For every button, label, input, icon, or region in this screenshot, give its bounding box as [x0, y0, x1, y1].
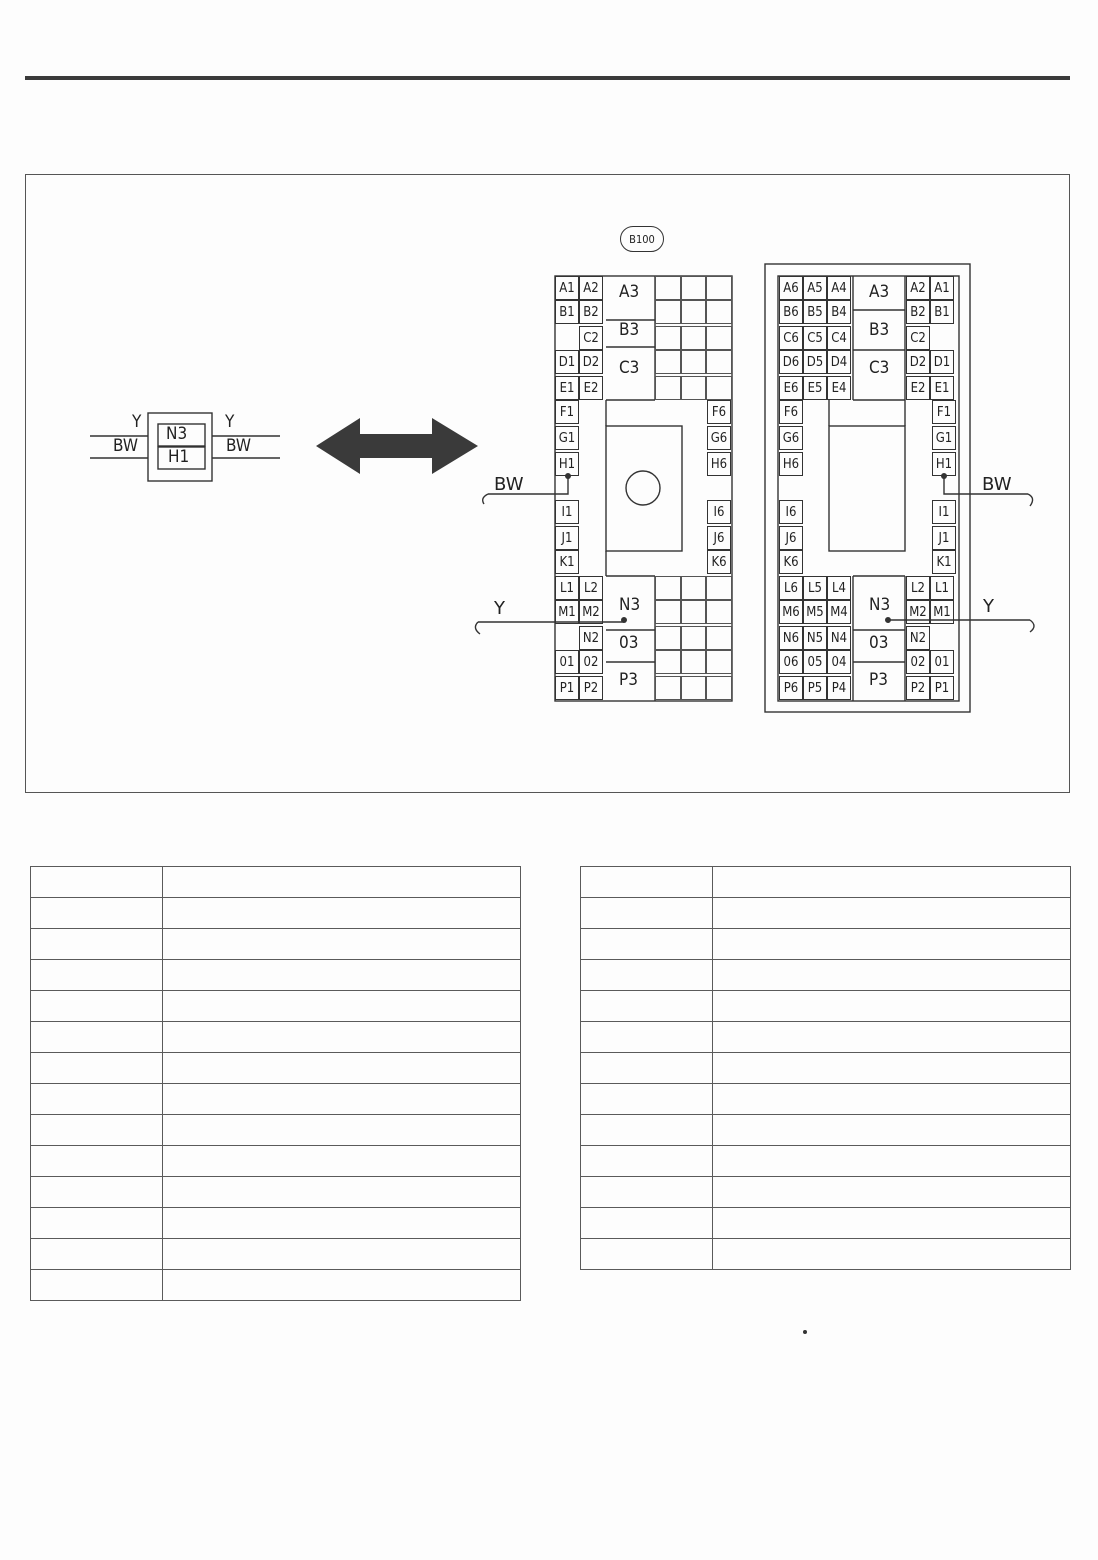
- block-label: A3: [869, 282, 890, 302]
- blank-cavity: [681, 576, 707, 600]
- description-cell: [163, 1270, 521, 1301]
- pin-cell-c5: C5: [803, 326, 827, 350]
- blank-cavity: [706, 350, 732, 374]
- pin-cell-j1: J1: [555, 526, 579, 550]
- pin-cell-e2: E2: [906, 376, 930, 400]
- pin-cell-01: 01: [555, 650, 579, 674]
- pin-cell-l1: L1: [930, 576, 954, 600]
- pin-cell-l5: L5: [803, 576, 827, 600]
- pin-cell-b2: B2: [579, 300, 603, 324]
- pin-cell-e4: E4: [827, 376, 851, 400]
- description-cell: [163, 1084, 521, 1115]
- terminal-cell: [31, 1270, 163, 1301]
- pin-cell-m4: M4: [827, 600, 851, 624]
- pin-cell-d1: D1: [930, 350, 954, 374]
- blank-cavity: [706, 300, 732, 324]
- description-cell: [163, 929, 521, 960]
- pin-cell-m2: M2: [579, 600, 603, 624]
- blank-cavity: [655, 576, 681, 600]
- table-row: [581, 1146, 1071, 1177]
- description-cell: [163, 1239, 521, 1270]
- table-row: [581, 1084, 1071, 1115]
- terminal-cell: [581, 1084, 713, 1115]
- blank-cavity: [706, 276, 732, 300]
- blank-cavity: [706, 576, 732, 600]
- blank-cavity: [706, 600, 732, 624]
- blank-cavity: [655, 326, 681, 350]
- pin-cell-b4: B4: [827, 300, 851, 324]
- blank-cavity: [681, 276, 707, 300]
- pin-cell-i6: I6: [779, 500, 803, 524]
- description-cell: [713, 1053, 1071, 1084]
- terminal-cell: [31, 991, 163, 1022]
- pin-cell-c6: C6: [779, 326, 803, 350]
- pin-cell-l2: L2: [579, 576, 603, 600]
- pin-cell-02: 02: [579, 650, 603, 674]
- table-header-description: [713, 867, 1071, 898]
- table-row: [31, 1177, 521, 1208]
- description-cell: [713, 960, 1071, 991]
- description-cell: [163, 991, 521, 1022]
- pin-cell-a6: A6: [779, 276, 803, 300]
- pin-cell-m6: M6: [779, 600, 803, 624]
- blank-cavity: [655, 626, 681, 650]
- description-cell: [713, 1022, 1071, 1053]
- terminal-cell: [581, 1022, 713, 1053]
- terminal-cell: [581, 991, 713, 1022]
- pin-cell-a2: A2: [579, 276, 603, 300]
- pin-cell-l1: L1: [555, 576, 579, 600]
- wire-label-y-right: Y: [983, 596, 994, 617]
- pin-cell-p2: P2: [906, 676, 930, 700]
- pin-cell-05: 05: [803, 650, 827, 674]
- block-label: B3: [869, 320, 890, 340]
- description-cell: [713, 1084, 1071, 1115]
- wire-label-bw-left: BW: [494, 474, 524, 495]
- blank-cavity: [706, 626, 732, 650]
- table-row: [31, 991, 521, 1022]
- description-cell: [713, 929, 1071, 960]
- blank-cavity: [681, 376, 707, 400]
- table-row: [31, 1270, 521, 1301]
- pin-cell-d1: D1: [555, 350, 579, 374]
- pin-cell-i1: I1: [932, 500, 956, 524]
- schematic-wire-color-top-right: Y: [225, 412, 235, 432]
- pin-cell-e2: E2: [579, 376, 603, 400]
- block-label: 03: [619, 633, 639, 653]
- pin-cell-d5: D5: [803, 350, 827, 374]
- pin-cell-h6: H6: [707, 452, 731, 476]
- blank-cavity: [681, 326, 707, 350]
- description-cell: [163, 960, 521, 991]
- table-header-row: [31, 867, 521, 898]
- pin-cell-01: 01: [930, 650, 954, 674]
- blank-cavity: [706, 650, 732, 674]
- table-header-description: [163, 867, 521, 898]
- table-row: [581, 1022, 1071, 1053]
- blank-cavity: [655, 600, 681, 624]
- schematic-wire-color-top-left: Y: [132, 412, 142, 432]
- block-label: N3: [619, 595, 641, 615]
- pin-cell-b1: B1: [930, 300, 954, 324]
- block-label: P3: [619, 670, 638, 690]
- terminal-cell: [31, 1146, 163, 1177]
- block-label: C3: [619, 358, 640, 378]
- right-connector-center-recess: [829, 426, 905, 551]
- pin-cell-06: 06: [779, 650, 803, 674]
- schematic-wire-color-bottom-right: BW: [226, 436, 252, 456]
- pin-cell-c2: C2: [906, 326, 930, 350]
- blank-cavity: [706, 676, 732, 700]
- pin-cell-n6: N6: [779, 626, 803, 650]
- description-cell: [163, 1022, 521, 1053]
- blank-cavity: [655, 376, 681, 400]
- table-header-terminal: [581, 867, 713, 898]
- blank-cavity: [681, 676, 707, 700]
- terminal-cell: [31, 929, 163, 960]
- description-cell: [713, 1115, 1071, 1146]
- terminal-cell: [581, 898, 713, 929]
- pin-cell-a2: A2: [906, 276, 930, 300]
- table-row: [581, 1177, 1071, 1208]
- pin-cell-n2: N2: [579, 626, 603, 650]
- terminal-cell: [581, 1208, 713, 1239]
- pin-cell-l2: L2: [906, 576, 930, 600]
- terminal-cell: [31, 1084, 163, 1115]
- table-row: [31, 1146, 521, 1177]
- table-row: [581, 960, 1071, 991]
- terminal-cell: [581, 1146, 713, 1177]
- description-cell: [713, 1146, 1071, 1177]
- pin-cell-c4: C4: [827, 326, 851, 350]
- table-header-row: [581, 867, 1071, 898]
- pin-cell-a5: A5: [803, 276, 827, 300]
- terminal-cell: [31, 960, 163, 991]
- table-row: [581, 1208, 1071, 1239]
- terminal-cell: [31, 1115, 163, 1146]
- terminal-cell: [581, 929, 713, 960]
- table-header-terminal: [31, 867, 163, 898]
- block-label: B3: [619, 320, 640, 340]
- table-row: [31, 960, 521, 991]
- table-row: [581, 1053, 1071, 1084]
- pin-cell-n5: N5: [803, 626, 827, 650]
- pin-cell-g6: G6: [779, 426, 803, 450]
- pin-cell-e1: E1: [555, 376, 579, 400]
- terminal-cell: [31, 1022, 163, 1053]
- pin-cell-h6: H6: [779, 452, 803, 476]
- description-cell: [163, 1177, 521, 1208]
- pin-cell-j6: J6: [779, 526, 803, 550]
- description-cell: [713, 1208, 1071, 1239]
- terminal-cell: [581, 1239, 713, 1270]
- pin-cell-p2: P2: [579, 676, 603, 700]
- pin-cell-b6: B6: [779, 300, 803, 324]
- left-connector-center-hole: [626, 471, 660, 505]
- pin-cell-k6: K6: [707, 550, 731, 574]
- double-headed-arrow-icon: [316, 418, 478, 474]
- pin-cell-f1: F1: [555, 400, 579, 424]
- left-connector-center-recess: [606, 426, 682, 551]
- pin-cell-h1: H1: [932, 452, 956, 476]
- pin-cell-c2: C2: [579, 326, 603, 350]
- pin-cell-l6: L6: [779, 576, 803, 600]
- pin-cell-02: 02: [906, 650, 930, 674]
- terminal-cell: [31, 1208, 163, 1239]
- wire-label-bw-right: BW: [982, 474, 1012, 495]
- pin-cell-i6: I6: [707, 500, 731, 524]
- table-row: [581, 1115, 1071, 1146]
- pin-cell-h1: H1: [555, 452, 579, 476]
- pin-cell-m2: M2: [906, 600, 930, 624]
- pin-cell-k1: K1: [555, 550, 579, 574]
- pin-cell-p5: P5: [803, 676, 827, 700]
- pin-cell-p1: P1: [555, 676, 579, 700]
- terminal-cell: [31, 898, 163, 929]
- pin-cell-j6: J6: [707, 526, 731, 550]
- pin-cell-a1: A1: [555, 276, 579, 300]
- blank-cavity: [681, 650, 707, 674]
- pin-table-left: [30, 866, 521, 1301]
- pin-cell-g6: G6: [707, 426, 731, 450]
- blank-cavity: [681, 600, 707, 624]
- blank-cavity: [706, 376, 732, 400]
- description-cell: [163, 1208, 521, 1239]
- pin-cell-n2: N2: [906, 626, 930, 650]
- pin-cell-f6: F6: [707, 400, 731, 424]
- table-row: [31, 1022, 521, 1053]
- pin-cell-f1: F1: [932, 400, 956, 424]
- page-mark: [803, 1330, 807, 1334]
- pin-cell-i1: I1: [555, 500, 579, 524]
- table-row: [31, 1115, 521, 1146]
- pin-cell-l4: L4: [827, 576, 851, 600]
- pin-cell-e6: E6: [779, 376, 803, 400]
- description-cell: [163, 1146, 521, 1177]
- block-label: C3: [869, 358, 890, 378]
- pin-cell-d2: D2: [906, 350, 930, 374]
- pin-cell-e1: E1: [930, 376, 954, 400]
- terminal-cell: [581, 1177, 713, 1208]
- pin-table-right: [580, 866, 1071, 1270]
- table-row: [31, 1208, 521, 1239]
- table-row: [31, 898, 521, 929]
- pin-cell-j1: J1: [932, 526, 956, 550]
- pin-cell-b1: B1: [555, 300, 579, 324]
- blank-cavity: [655, 676, 681, 700]
- description-cell: [713, 991, 1071, 1022]
- pin-cell-b5: B5: [803, 300, 827, 324]
- pin-cell-a4: A4: [827, 276, 851, 300]
- blank-cavity: [706, 326, 732, 350]
- blank-cavity: [655, 300, 681, 324]
- table-row: [31, 1084, 521, 1115]
- pin-cell-d6: D6: [779, 350, 803, 374]
- block-label: 03: [869, 633, 889, 653]
- blank-cavity: [655, 650, 681, 674]
- pin-cell-g1: G1: [555, 426, 579, 450]
- pin-cell-g1: G1: [932, 426, 956, 450]
- pin-cell-m1: M1: [555, 600, 579, 624]
- table-row: [31, 1053, 521, 1084]
- description-cell: [163, 898, 521, 929]
- pin-cell-n4: N4: [827, 626, 851, 650]
- description-cell: [163, 1053, 521, 1084]
- schematic-pin-top: N3: [166, 424, 188, 444]
- description-cell: [713, 898, 1071, 929]
- terminal-cell: [581, 1053, 713, 1084]
- terminal-cell: [581, 960, 713, 991]
- description-cell: [713, 1177, 1071, 1208]
- pin-cell-b2: B2: [906, 300, 930, 324]
- table-row: [31, 929, 521, 960]
- pin-cell-p4: P4: [827, 676, 851, 700]
- blank-cavity: [655, 350, 681, 374]
- block-label: P3: [869, 670, 888, 690]
- pin-cell-m5: M5: [803, 600, 827, 624]
- table-row: [581, 1239, 1071, 1270]
- pin-cell-f6: F6: [779, 400, 803, 424]
- blank-cavity: [655, 276, 681, 300]
- pin-cell-k6: K6: [779, 550, 803, 574]
- blank-cavity: [681, 626, 707, 650]
- terminal-cell: [31, 1053, 163, 1084]
- terminal-cell: [31, 1177, 163, 1208]
- pin-cell-a1: A1: [930, 276, 954, 300]
- pin-cell-d4: D4: [827, 350, 851, 374]
- pin-cell-d2: D2: [579, 350, 603, 374]
- terminal-cell: [581, 1115, 713, 1146]
- schematic-wire-color-bottom-left: BW: [113, 436, 139, 456]
- table-row: [581, 991, 1071, 1022]
- blank-cavity: [681, 350, 707, 374]
- terminal-cell: [31, 1239, 163, 1270]
- pin-cell-p6: P6: [779, 676, 803, 700]
- description-cell: [163, 1115, 521, 1146]
- blank-cavity: [681, 300, 707, 324]
- table-row: [581, 929, 1071, 960]
- description-cell: [713, 1239, 1071, 1270]
- pin-cell-e5: E5: [803, 376, 827, 400]
- connector-id-badge: B100: [620, 226, 664, 252]
- pin-cell-04: 04: [827, 650, 851, 674]
- pin-cell-p1: P1: [930, 676, 954, 700]
- block-label: A3: [619, 282, 640, 302]
- table-row: [31, 1239, 521, 1270]
- table-row: [581, 898, 1071, 929]
- block-label: N3: [869, 595, 891, 615]
- schematic-pin-bottom: H1: [168, 447, 190, 467]
- pin-cell-m1: M1: [930, 600, 954, 624]
- wire-label-y-left: Y: [494, 598, 505, 619]
- pin-cell-k1: K1: [932, 550, 956, 574]
